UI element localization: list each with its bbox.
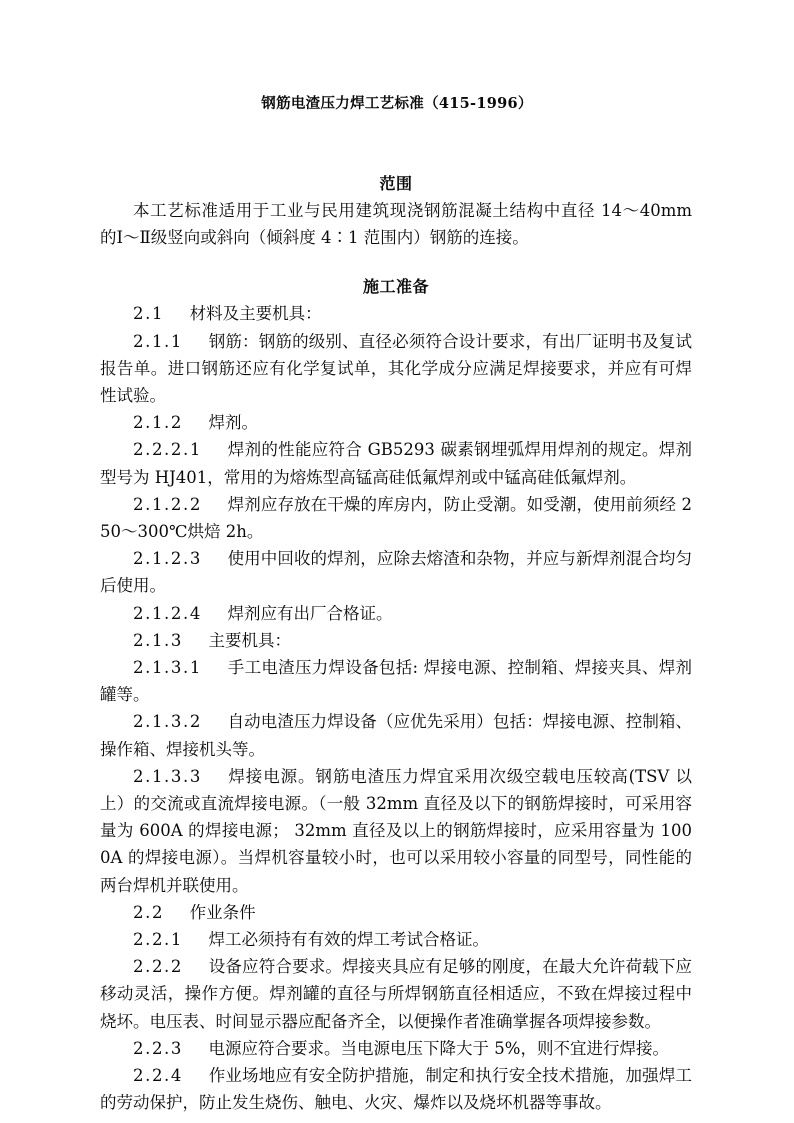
paragraph-2-1-3 [100,627,692,654]
clause-number-2-1: 2.1 [133,304,165,324]
document-body [100,170,692,1117]
clause-text-2-2-4: 作业场地应有安全防护措施，制定和执行安全技术措施，加强焊工的劳动保护，防止发生烧伤、触电、火灾、爆炸以及烧坏机器等事故。 [100,1066,692,1113]
clause-number-2-1-1: 2.1.1 [133,331,183,351]
clause-text-2-1-3: 主要机具： [208,630,292,650]
clause-number-2-1-2-2: 2.1.2.2 [133,494,202,514]
page-title: 钢筋电渣压力焊工艺标准（415-1996） [261,95,533,112]
clause-number-2-2-4: 2.2.4 [133,1066,183,1086]
clause-number-2-2: 2.2 [133,902,165,922]
clause-number-2-1-3-2: 2.1.3.2 [133,712,202,732]
paragraph-2-2-1 [100,926,692,953]
clause-text-2-2: 作业条件 [189,902,256,922]
paragraph-2-1-3-2 [100,708,692,762]
clause-number-2-1-3-3: 2.1.3.3 [133,766,202,786]
paragraph-2-1-1 [100,328,692,410]
clause-number-2-1-3-1: 2.1.3.1 [133,658,202,678]
clause-text-2-1-2-4: 焊剂应有出厂合格证。 [227,603,393,623]
paragraph-2-2 [100,899,692,926]
section-heading-preparation: 施工准备 [362,277,429,297]
paragraph-2-2-2 [100,953,692,1035]
clause-number-2-1-2-3: 2.1.2.3 [133,549,202,569]
clause-text-2-2-2: 设备应符合要求。焊接夹具应有足够的刚度，在最大允许荷载下应移动灵活，操作方便。焊剂罐的直径与所焊钢筋直径相适应，不致在焊接过程中烧坏。电压表、时间显示器应配备齐全，以便操作者准确掌握各项焊接参数。 [100,957,692,1031]
paragraph-scope-body: 本工艺标准适用于工业与民用建筑现浇钢筋混凝土结构中直径 14～40mm 的Ⅰ～Ⅱ级竖向或斜向（倾斜度 4∶1 范围内）钢筋的连接。 [100,201,692,248]
clause-number-2-2-2-1: 2.2.2.1 [133,440,202,460]
clause-number-2-1-3: 2.1.3 [133,630,183,650]
clause-number-2-2-1: 2.2.1 [133,930,183,950]
paragraph-2-2-2-1 [100,436,692,490]
paragraph-2-1-2-4 [100,600,692,627]
paragraph-2-1-3-3 [100,763,692,899]
clause-number-2-1-2-4: 2.1.2.4 [133,603,202,623]
clause-text-2-2-2-1: 焊剂的性能应符合 GB5293 碳素钢埋弧焊用焊剂的规定。焊剂型号为 HJ401，常用的为熔炼型高锰高硅低氟焊剂或中锰高硅低氟焊剂。 [100,440,692,487]
clause-text-2-1-2-3: 使用中回收的焊剂，应除去熔渣和杂物，并应与新焊剂混合均匀后使用。 [100,549,692,596]
paragraph-2-1 [100,300,692,327]
clause-number-2-2-3: 2.2.3 [133,1038,183,1058]
clause-text-2-1-3-3: 焊接电源。钢筋电渣压力焊宜采用次级空载电压较高(TSV 以上）的交流或直流焊接电源。（一般 32mm 直径及以下的钢筋焊接时，可采用容量为 600A 的焊接电源； 32mm 直径及以上的钢筋焊接时，应采用容量为 1000A 的焊接电源）。当焊机容量较小时，也可以采用较小容量的同型号，同性能的两台焊机并联使用。 [100,766,692,895]
clause-text-2-2-3: 电源应符合要求。当电源电压下降大于 5%，则不宜进行焊接。 [208,1038,669,1058]
clause-text-2-1-3-2: 自动电渣压力焊设备（应优先采用）包括：焊接电源、控制箱、操作箱、焊接机头等。 [100,712,692,759]
clause-number-2-1-2: 2.1.2 [133,413,183,433]
clause-text-2-1: 材料及主要机具： [189,304,322,324]
paragraph-2-2-4 [100,1062,692,1116]
paragraph-2-1-2-2 [100,491,692,545]
section-heading-scope: 范围 [379,174,413,193]
clause-text-2-1-2: 焊剂。 [208,413,259,433]
paragraph-2-1-2 [100,409,692,436]
clause-text-2-1-2-2: 焊剂应存放在干燥的库房内，防止受潮。如受潮，使用前须经 250～300℃烘焙 2h。 [100,494,692,542]
clause-text-2-2-1: 焊工必须持有有效的焊工考试合格证。 [208,930,490,950]
paragraph-2-1-2-3 [100,545,692,599]
clause-text-2-1-1: 钢筋：钢筋的级别、直径必须符合设计要求，有出厂证明书及复试报告单。进口钢筋还应有化学复试单，其化学成分应满足焊接要求，并应有可焊性试验。 [100,331,692,406]
clause-text-2-1-3-1: 手工电渣压力焊设备包括: 焊接电源、控制箱、焊接夹具、焊剂罐等。 [100,658,692,705]
clause-number-2-2-2: 2.2.2 [133,957,183,977]
paragraph-2-2-3 [100,1035,692,1062]
paragraph-2-1-3-1 [100,654,692,708]
